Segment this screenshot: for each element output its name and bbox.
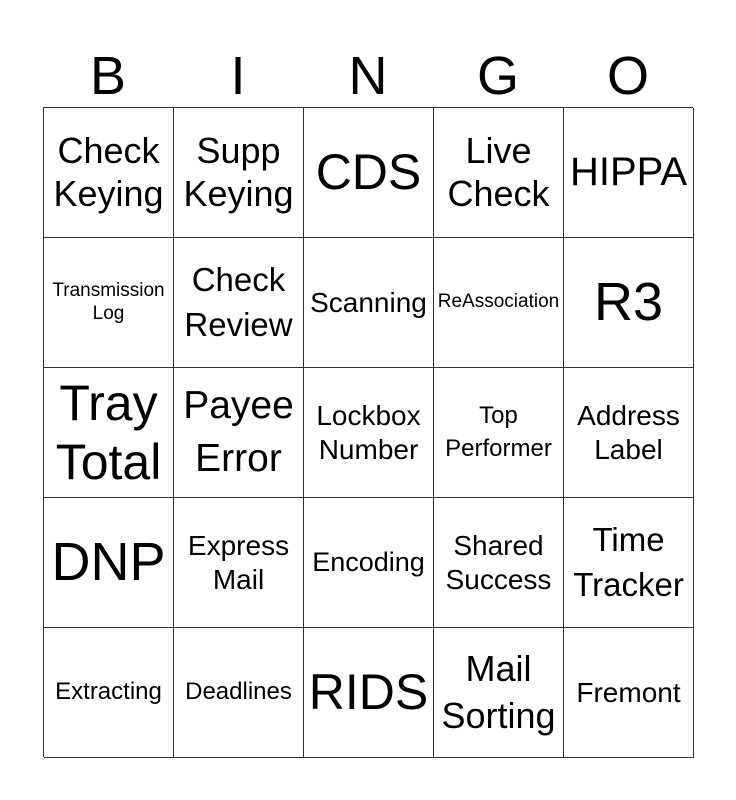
cell-label: Top Performer — [445, 402, 552, 462]
bingo-cell[interactable] — [434, 238, 564, 368]
cell-label: Supp Keying — [183, 130, 294, 214]
bingo-cell[interactable] — [304, 498, 434, 628]
bingo-cell[interactable] — [174, 498, 304, 628]
cell-label: Address Label — [577, 400, 680, 465]
cell-label: HIPPA — [569, 149, 688, 194]
bingo-cell[interactable] — [564, 238, 694, 368]
bingo-cell[interactable] — [434, 498, 564, 628]
cell-label: Scanning — [310, 286, 427, 318]
bingo-cell[interactable] — [44, 368, 174, 498]
bingo-cell[interactable] — [564, 628, 694, 758]
cell-label: Live Check — [447, 130, 550, 214]
cell-label: Express Mail — [187, 530, 290, 595]
bingo-cell[interactable] — [304, 628, 434, 758]
cell-label: Check Keying — [53, 130, 164, 214]
bingo-cell[interactable] — [174, 368, 304, 498]
bingo-cell[interactable] — [304, 368, 434, 498]
bingo-cell[interactable] — [434, 108, 564, 238]
bingo-cell[interactable] — [174, 238, 304, 368]
cell-label: ReAssociation — [437, 291, 560, 313]
header-letter-i: I — [230, 46, 246, 106]
bingo-cell[interactable] — [434, 368, 564, 498]
cell-label: RIDS — [308, 664, 429, 720]
header-letter-b: B — [89, 46, 127, 106]
bingo-cell[interactable] — [564, 368, 694, 498]
bingo-cell[interactable] — [44, 498, 174, 628]
bingo-cell[interactable] — [44, 238, 174, 368]
bingo-cell[interactable] — [174, 108, 304, 238]
bingo-cell[interactable] — [44, 628, 174, 758]
bingo-cell[interactable] — [304, 238, 434, 368]
bingo-cell[interactable] — [434, 628, 564, 758]
cell-label: Time Tracker — [573, 520, 684, 603]
bingo-cell[interactable] — [564, 498, 694, 628]
cell-label: Tray Total — [55, 374, 162, 490]
bingo-cell[interactable] — [44, 108, 174, 238]
bingo-board — [43, 107, 693, 757]
cell-label: CDS — [315, 144, 422, 200]
header-letter-o: O — [606, 46, 649, 106]
cell-label: Payee Error — [183, 383, 294, 480]
cell-label: DNP — [51, 531, 166, 592]
cell-label: Transmission Log — [52, 280, 165, 324]
cell-label: Deadlines — [185, 678, 292, 706]
bingo-cell[interactable] — [564, 108, 694, 238]
cell-label: Check Review — [184, 260, 293, 343]
cell-label: Extracting — [55, 678, 162, 706]
cell-label: Shared Success — [445, 530, 552, 595]
bingo-header — [43, 44, 693, 108]
header-letter-n: N — [348, 46, 388, 106]
cell-label: Encoding — [312, 546, 425, 577]
cell-label: Lockbox Number — [316, 400, 421, 465]
cell-label: R3 — [593, 271, 664, 332]
bingo-cell[interactable] — [304, 108, 434, 238]
cell-label: Mail Sorting — [441, 647, 556, 736]
cell-label: Fremont — [576, 676, 681, 708]
bingo-cell[interactable] — [174, 628, 304, 758]
header-letter-g: G — [476, 46, 519, 106]
